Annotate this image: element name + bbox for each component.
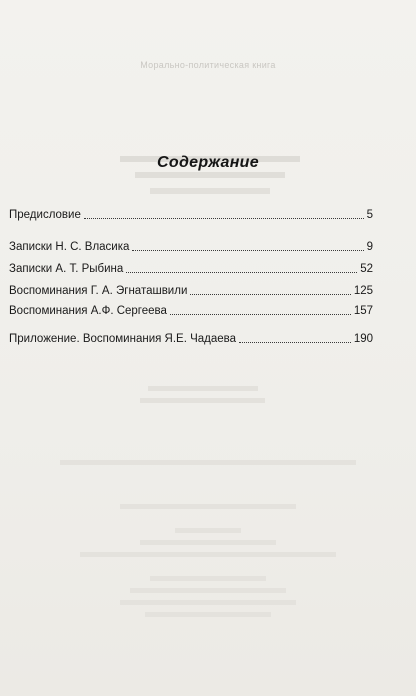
- toc-leader-dots: [126, 271, 357, 273]
- toc-entry-page: 125: [353, 285, 373, 297]
- toc-entry[interactable]: [9, 304, 373, 318]
- show-through-lines-lower: [0, 380, 416, 640]
- toc-entry-title: Предисловие: [9, 209, 81, 221]
- toc-entry[interactable]: [9, 262, 373, 276]
- toc-leader-dots: [239, 341, 351, 343]
- toc-entry[interactable]: [9, 208, 373, 222]
- toc-entry-page: 5: [366, 209, 373, 221]
- toc-leader-dots: [84, 217, 364, 219]
- toc-entry-title: Записки Н. С. Власика: [9, 241, 130, 253]
- show-through-texture-lower: [0, 380, 416, 640]
- toc-entry-page: 52: [360, 263, 373, 275]
- faint-header-mark: Морально-политическая книга: [140, 60, 276, 70]
- toc-entry-title: Приложение. Воспоминания Я.Е. Чадаева: [9, 333, 237, 345]
- toc-entry-title: Воспоминания Г. А. Эгнаташвили: [9, 285, 188, 297]
- toc-leader-dots: [170, 313, 351, 315]
- toc-leader-dots: [132, 249, 363, 251]
- toc-heading: Содержание: [157, 154, 259, 171]
- toc-entry[interactable]: [9, 240, 373, 254]
- toc-entry[interactable]: [9, 332, 373, 346]
- toc-entry-page: 157: [353, 305, 373, 317]
- toc-entry-page: 9: [366, 241, 373, 253]
- toc-entry[interactable]: [9, 284, 373, 298]
- toc-entry-title: Воспоминания А.Ф. Сергеева: [9, 305, 167, 317]
- toc-leader-dots: [190, 293, 350, 295]
- toc-entry-title: Записки А. Т. Рыбина: [9, 263, 124, 275]
- toc-entry-page: 190: [353, 333, 373, 345]
